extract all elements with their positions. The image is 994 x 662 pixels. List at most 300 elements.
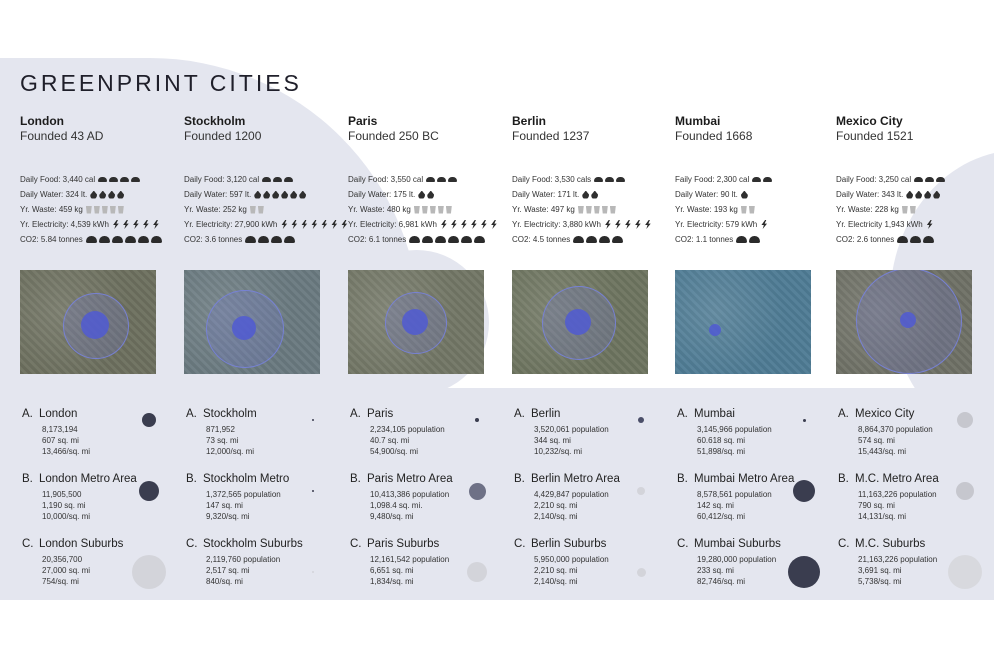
lightning-icon	[440, 220, 448, 229]
lightning-icon	[490, 220, 498, 229]
area-letter: C.	[838, 538, 850, 550]
area-heading	[186, 473, 346, 489]
area-size-dot	[142, 413, 156, 427]
cloud-icon	[897, 236, 908, 243]
area-sqmi: 73 sq. mi	[206, 436, 239, 445]
area-heading	[22, 408, 182, 424]
area-size-dot	[312, 490, 314, 492]
satellite-map-0	[20, 270, 156, 374]
lightning-icon	[142, 220, 150, 229]
area-entry	[677, 473, 837, 522]
area-entry	[677, 538, 837, 587]
food-icon	[936, 177, 945, 182]
waste-bin-icon	[910, 206, 916, 214]
area-density: 51,898/sq. mi	[697, 447, 746, 456]
area-size-dot	[788, 556, 820, 588]
lightning-icon	[480, 220, 488, 229]
food-icon	[594, 177, 603, 182]
cloud-icon	[409, 236, 420, 243]
waste-bin-icon	[422, 206, 428, 214]
area-population: 8,864,370 population	[858, 425, 933, 434]
cloud-icon	[586, 236, 597, 243]
cloud-icon	[749, 236, 760, 243]
lightning-icon	[280, 220, 288, 229]
lightning-icon	[152, 220, 160, 229]
yearly-waste-stat	[20, 202, 180, 217]
food-icon	[925, 177, 934, 182]
yearly-electricity-stat	[675, 217, 835, 232]
cloud-icon	[422, 236, 433, 243]
area-size-dot	[469, 483, 486, 500]
daily-food-stat-text: Daily Food: 3,550 cal	[348, 175, 424, 184]
lightning-icon	[450, 220, 458, 229]
area-letter: A.	[186, 408, 197, 420]
area-letter: A.	[22, 408, 33, 420]
area-name: Mexico City	[855, 408, 915, 420]
area-population: 10,413,386 population	[370, 490, 450, 499]
yearly-waste-stat-text: Yr. Waste: 459 kg	[20, 205, 83, 214]
water-drop-icon	[290, 191, 297, 199]
area-entry	[514, 408, 674, 457]
area-entry	[22, 408, 182, 457]
food-icon	[763, 177, 772, 182]
daily-water-stat-text: Daily Water: 597 lt.	[184, 190, 252, 199]
area-population: 21,163,226 population	[858, 555, 938, 564]
city-founded: Founded 1200	[184, 129, 262, 143]
city-core-marker	[709, 324, 721, 336]
area-density: 10,232/sq. mi	[534, 447, 583, 456]
area-density: 840/sq. mi	[206, 577, 243, 586]
area-name: Berlin	[531, 408, 561, 420]
food-icon	[616, 177, 625, 182]
area-density: 12,000/sq. mi	[206, 447, 255, 456]
city-name: Berlin	[512, 114, 547, 128]
water-drop-icon	[117, 191, 124, 199]
yearly-electricity-stat-text: Yr. Electricity: 4,539 kWh	[20, 220, 109, 229]
city-founded: Founded 1521	[836, 129, 914, 143]
water-drop-icon	[281, 191, 288, 199]
food-icon	[131, 177, 140, 182]
daily-food-stat	[512, 172, 672, 187]
area-letter: B.	[350, 473, 361, 485]
area-heading	[350, 538, 510, 554]
water-drop-icon	[254, 191, 261, 199]
cloud-icon	[138, 236, 149, 243]
water-drop-icon	[915, 191, 922, 199]
area-density: 82,746/sq. mi	[697, 577, 746, 586]
area-name: Stockholm Metro	[203, 473, 290, 485]
area-density: 1,834/sq. mi	[370, 577, 414, 586]
area-size-dot	[638, 417, 644, 423]
cloud-icon	[923, 236, 934, 243]
lightning-icon	[290, 220, 298, 229]
city-core-marker	[402, 309, 428, 335]
area-entry	[350, 538, 510, 587]
cloud-icon	[258, 236, 269, 243]
area-population: 1,372,565 population	[206, 490, 281, 499]
area-population: 3,145,966 population	[697, 425, 772, 434]
area-sqmi: 3,691 sq. mi	[858, 566, 902, 575]
food-icon	[914, 177, 923, 182]
area-population: 19,280,000 population	[697, 555, 777, 564]
satellite-map-3	[512, 270, 648, 374]
daily-food-stat	[20, 172, 180, 187]
area-letter: C.	[186, 538, 198, 550]
area-population: 4,429,847 population	[534, 490, 609, 499]
city-core-marker	[900, 312, 916, 328]
cloud-icon	[736, 236, 747, 243]
waste-bin-icon	[102, 206, 108, 214]
area-sqmi: 344 sq. mi	[534, 436, 571, 445]
cloud-icon	[112, 236, 123, 243]
food-icon	[273, 177, 282, 182]
area-population: 20,356,700	[42, 555, 83, 564]
yearly-electricity-stat	[512, 217, 672, 232]
city-column-1	[184, 114, 344, 247]
food-icon	[605, 177, 614, 182]
area-size-dot	[637, 487, 645, 495]
lightning-icon	[634, 220, 642, 229]
co2-stat-text: CO2: 4.5 tonnes	[512, 235, 571, 244]
lightning-icon	[644, 220, 652, 229]
co2-stat	[348, 232, 508, 247]
waste-bin-icon	[250, 206, 256, 214]
lightning-icon	[614, 220, 622, 229]
daily-food-stat-text: Daily Food: 3,530 cals	[512, 175, 592, 184]
lightning-icon	[470, 220, 478, 229]
waste-bin-icon	[610, 206, 616, 214]
area-name: London Metro Area	[39, 473, 137, 485]
lightning-icon	[460, 220, 468, 229]
area-population: 12,161,542 population	[370, 555, 450, 564]
food-icon	[98, 177, 107, 182]
area-letter: A.	[838, 408, 849, 420]
waste-bin-icon	[414, 206, 420, 214]
city-name: Mexico City	[836, 114, 903, 128]
waste-bin-icon	[430, 206, 436, 214]
area-heading	[350, 473, 510, 489]
cloud-icon	[599, 236, 610, 243]
area-sqmi: 1,190 sq. mi	[42, 501, 86, 510]
area-entry	[22, 538, 182, 587]
city-name: Mumbai	[675, 114, 721, 128]
water-drop-icon	[933, 191, 940, 199]
area-density: 15,443/sq. mi	[858, 447, 907, 456]
water-drop-icon	[924, 191, 931, 199]
area-heading	[677, 538, 837, 554]
water-drop-icon	[906, 191, 913, 199]
area-entry	[350, 408, 510, 457]
area-name: London	[39, 408, 78, 420]
area-population: 3,520,061 population	[534, 425, 609, 434]
water-drop-icon	[108, 191, 115, 199]
daily-food-stat-text: Faily Food: 2,300 cal	[675, 175, 750, 184]
area-density: 2,140/sq. mi	[534, 512, 578, 521]
cloud-icon	[125, 236, 136, 243]
yearly-electricity-stat	[836, 217, 994, 232]
co2-stat-text: CO2: 3.6 tonnes	[184, 235, 243, 244]
area-density: 14,131/sq. mi	[858, 512, 907, 521]
food-icon	[437, 177, 446, 182]
water-drop-icon	[427, 191, 434, 199]
water-drop-icon	[418, 191, 425, 199]
city-name: Paris	[348, 114, 378, 128]
yearly-waste-stat-text: Yr. Waste: 480 kg	[348, 205, 411, 214]
area-heading	[677, 408, 837, 424]
area-name: M.C. Suburbs	[855, 538, 926, 550]
yearly-waste-stat	[348, 202, 508, 217]
lightning-icon	[604, 220, 612, 229]
area-entry	[838, 473, 994, 522]
cloud-icon	[573, 236, 584, 243]
cloud-icon	[461, 236, 472, 243]
area-name: Paris Suburbs	[367, 538, 440, 550]
food-icon	[109, 177, 118, 182]
yearly-electricity-stat-text: Yr. Electricity: 27,900 kWh	[184, 220, 278, 229]
yearly-electricity-stat-text: Yr. Electricity 1,943 kWh	[836, 220, 923, 229]
daily-water-stat	[675, 187, 835, 202]
co2-stat	[20, 232, 180, 247]
co2-stat-text: CO2: 2.6 tonnes	[836, 235, 895, 244]
area-size-dot	[948, 555, 982, 589]
area-heading	[186, 538, 346, 554]
cloud-icon	[910, 236, 921, 243]
yearly-waste-stat	[675, 202, 835, 217]
area-entry	[838, 408, 994, 457]
water-drop-icon	[591, 191, 598, 199]
area-sqmi: 147 sq. mi	[206, 501, 243, 510]
daily-food-stat-text: Daily Food: 3,250 cal	[836, 175, 912, 184]
area-entry	[186, 473, 346, 522]
area-size-dot	[637, 568, 646, 577]
yearly-electricity-stat	[184, 217, 344, 232]
cloud-icon	[435, 236, 446, 243]
area-entry	[350, 473, 510, 522]
food-icon	[262, 177, 271, 182]
cloud-icon	[284, 236, 295, 243]
area-size-dot	[957, 412, 973, 428]
area-sqmi: 1,098.4 sq. mi.	[370, 501, 423, 510]
daily-food-stat	[348, 172, 508, 187]
area-size-dot	[312, 419, 314, 421]
area-sqmi: 142 sq. mi	[697, 501, 734, 510]
yearly-electricity-stat	[20, 217, 180, 232]
co2-stat-text: CO2: 5.84 tonnes	[20, 235, 83, 244]
co2-stat-text: CO2: 1.1 tonnes	[675, 235, 734, 244]
area-letter: A.	[350, 408, 361, 420]
area-sqmi: 790 sq. mi	[858, 501, 895, 510]
city-column-5	[836, 114, 994, 247]
area-heading	[22, 538, 182, 554]
lightning-icon	[112, 220, 120, 229]
daily-food-stat-text: Daily Food: 3,440 cal	[20, 175, 96, 184]
yearly-waste-stat	[184, 202, 344, 217]
cloud-icon	[474, 236, 485, 243]
area-letter: C.	[514, 538, 526, 550]
satellite-map-4	[675, 270, 811, 374]
area-size-dot	[312, 571, 314, 573]
yearly-waste-stat	[836, 202, 994, 217]
daily-water-stat-text: Daily Water: 175 lt.	[348, 190, 416, 199]
area-sqmi: 233 sq. mi	[697, 566, 734, 575]
area-heading	[838, 538, 994, 554]
area-letter: C.	[22, 538, 34, 550]
lightning-icon	[330, 220, 338, 229]
satellite-map-5	[836, 270, 972, 374]
city-column-2	[348, 114, 508, 247]
daily-water-stat	[184, 187, 344, 202]
co2-stat	[512, 232, 672, 247]
water-drop-icon	[263, 191, 270, 199]
area-population: 11,163,226 population	[858, 490, 937, 499]
water-drop-icon	[99, 191, 106, 199]
area-sqmi: 607 sq. mi	[42, 436, 79, 445]
cloud-icon	[86, 236, 97, 243]
area-heading	[514, 473, 674, 489]
area-letter: B.	[514, 473, 525, 485]
satellite-map-2	[348, 270, 484, 374]
yearly-electricity-stat-text: Yr. Electricity: 3,880 kWh	[512, 220, 601, 229]
daily-water-stat-text: Daily Water: 324 lt.	[20, 190, 88, 199]
lightning-icon	[310, 220, 318, 229]
area-entry	[186, 408, 346, 457]
city-core-marker	[232, 316, 256, 340]
waste-bin-icon	[94, 206, 100, 214]
area-heading	[186, 408, 346, 424]
area-density: 9,480/sq. mi	[370, 512, 414, 521]
area-density: 10,000/sq. mi	[42, 512, 91, 521]
area-sqmi: 6,651 sq. mi	[370, 566, 414, 575]
waste-bin-icon	[741, 206, 747, 214]
area-size-dot	[803, 419, 806, 422]
daily-food-stat-text: Daily Food: 3,120 cal	[184, 175, 260, 184]
city-core-marker	[81, 311, 109, 339]
lightning-icon	[760, 220, 768, 229]
area-size-dot	[475, 418, 479, 422]
cloud-icon	[151, 236, 162, 243]
area-letter: B.	[22, 473, 33, 485]
waste-bin-icon	[110, 206, 116, 214]
city-founded: Founded 1237	[512, 129, 590, 143]
area-name: Mumbai Metro Area	[694, 473, 795, 485]
area-population: 11,905,500	[42, 490, 82, 499]
area-density: 2,140/sq. mi	[534, 577, 578, 586]
daily-water-stat-text: Daily Water: 343 lt.	[836, 190, 904, 199]
city-founded: Founded 43 AD	[20, 129, 104, 143]
co2-stat	[184, 232, 344, 247]
waste-bin-icon	[578, 206, 584, 214]
waste-bin-icon	[594, 206, 600, 214]
area-name: M.C. Metro Area	[855, 473, 939, 485]
yearly-waste-stat-text: Yr. Waste: 497 kg	[512, 205, 575, 214]
cloud-icon	[271, 236, 282, 243]
area-entry	[186, 538, 346, 587]
daily-water-stat	[348, 187, 508, 202]
water-drop-icon	[272, 191, 279, 199]
daily-food-stat	[184, 172, 344, 187]
yearly-waste-stat-text: Yr. Waste: 228 kg	[836, 205, 899, 214]
cloud-icon	[99, 236, 110, 243]
area-name: Berlin Metro Area	[531, 473, 620, 485]
area-name: Berlin Suburbs	[531, 538, 607, 550]
waste-bin-icon	[446, 206, 452, 214]
page-title: GREENPRINT CITIES	[20, 70, 302, 96]
area-heading	[514, 538, 674, 554]
waste-bin-icon	[118, 206, 124, 214]
yearly-electricity-stat-text: Yr. Electricity: 6,981 kWh	[348, 220, 437, 229]
yearly-waste-stat-text: Yr. Waste: 193 kg	[675, 205, 738, 214]
area-population: 8,578,561 population	[697, 490, 772, 499]
area-size-dot	[793, 480, 815, 502]
area-name: Mumbai	[694, 408, 735, 420]
waste-bin-icon	[86, 206, 92, 214]
waste-bin-icon	[602, 206, 608, 214]
water-drop-icon	[90, 191, 97, 199]
lightning-icon	[300, 220, 308, 229]
lightning-icon	[320, 220, 328, 229]
area-name: Paris	[367, 408, 394, 420]
waste-bin-icon	[902, 206, 908, 214]
area-entry	[514, 473, 674, 522]
food-icon	[120, 177, 129, 182]
area-density: 5,738/sq. mi	[858, 577, 902, 586]
area-size-dot	[467, 562, 487, 582]
area-letter: C.	[677, 538, 689, 550]
daily-water-stat	[836, 187, 994, 202]
water-drop-icon	[741, 191, 748, 199]
area-letter: B.	[186, 473, 197, 485]
area-sqmi: 60.618 sq. mi	[697, 436, 746, 445]
area-size-dot	[139, 481, 159, 501]
daily-water-stat	[512, 187, 672, 202]
waste-bin-icon	[749, 206, 755, 214]
area-density: 60,412/sq. mi	[697, 512, 746, 521]
area-size-dot	[956, 482, 974, 500]
area-entry	[22, 473, 182, 522]
area-name: Stockholm	[203, 408, 257, 420]
area-density: 9,320/sq. mi	[206, 512, 250, 521]
area-population: 2,119,760 population	[206, 555, 281, 564]
area-population: 2,234,105 population	[370, 425, 445, 434]
yearly-electricity-stat	[348, 217, 508, 232]
area-density: 13,466/sq. mi	[42, 447, 91, 456]
area-sqmi: 27,000 sq. mi	[42, 566, 91, 575]
area-letter: A.	[677, 408, 688, 420]
yearly-electricity-stat-text: Yr. Electricity: 579 kWh	[675, 220, 758, 229]
area-sqmi: 2,210 sq. mi	[534, 501, 578, 510]
area-heading	[514, 408, 674, 424]
city-founded: Founded 250 BC	[348, 129, 439, 143]
daily-food-stat	[836, 172, 994, 187]
city-name: Stockholm	[184, 114, 246, 128]
yearly-waste-stat	[512, 202, 672, 217]
waste-bin-icon	[586, 206, 592, 214]
co2-stat	[675, 232, 835, 247]
area-population: 5,950,000 population	[534, 555, 609, 564]
daily-water-stat-text: Daily Water: 171 lt.	[512, 190, 580, 199]
city-name: London	[20, 114, 64, 128]
cloud-icon	[612, 236, 623, 243]
food-icon	[284, 177, 293, 182]
daily-water-stat-text: Daily Water: 90 lt.	[675, 190, 738, 199]
lightning-icon	[132, 220, 140, 229]
lightning-icon	[926, 220, 934, 229]
area-entry	[514, 538, 674, 587]
lightning-icon	[624, 220, 632, 229]
waste-bin-icon	[438, 206, 444, 214]
food-icon	[752, 177, 761, 182]
area-sqmi: 2,517 sq. mi	[206, 566, 250, 575]
